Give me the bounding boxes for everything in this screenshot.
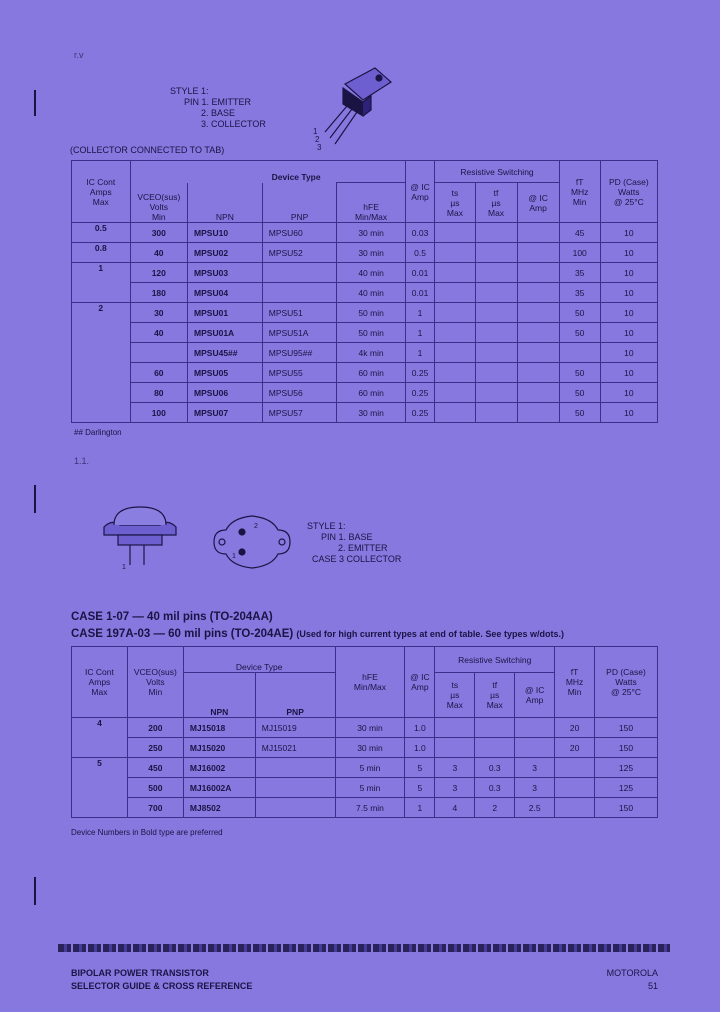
cell-sw-ic [517,243,559,263]
cell-npn: MPSU03 [188,263,263,283]
style-pin-1: PIN 1. EMITTER [184,97,252,107]
t2-col-device-type-header: Device Type [183,647,335,673]
footer-right [607,967,658,993]
t2-col-ft-header: fT MHz Min [555,647,595,718]
t2-col-tf-header: tf µs Max [475,673,515,718]
cell-pd: 125 [595,778,658,798]
cell-tf [475,303,517,323]
cell-vceo: 120 [130,263,187,283]
cell-ts [435,343,475,363]
cell-ft: 100 [559,243,600,263]
cell-ts: 4 [435,798,475,818]
cell-sw-ic: 2.5 [515,798,555,818]
cell-ic [72,343,131,363]
cell-npn: MJ16002 [183,758,255,778]
cell-ft: 50 [559,383,600,403]
cell-ts: 3 [435,778,475,798]
cell-pd: 10 [600,383,657,403]
cell-sw-ic [515,738,555,758]
col-hfe-header: hFE Min/Max [337,183,405,223]
style-pin-3: 3. COLLECTOR [201,119,266,129]
style-block-2 [307,521,401,565]
cell-tf: 0.3 [475,778,515,798]
cell-npn: MPSU07 [188,403,263,423]
cell-pnp: MPSU95## [262,343,337,363]
footer-rule [58,944,670,952]
cell-ic: 0.5 [72,223,131,243]
cell-npn: MPSU10 [188,223,263,243]
cell-tf [475,343,517,363]
cell-hfe: 4k min [337,343,405,363]
cell-ts [435,303,475,323]
cell-ts: 3 [435,758,475,778]
cell-at-ic: 1.0 [405,718,435,738]
cell-pnp [262,283,337,303]
cell-hfe: 40 min [337,263,405,283]
page-number: 51 [647,981,658,991]
table-row [72,303,658,323]
mid-fragment: 1.1. [74,456,90,466]
cell-ic [72,283,131,303]
cell-pd: 10 [600,223,657,243]
cell-at-ic: 1 [405,798,435,818]
style-pin-2: 2. BASE [201,108,236,118]
cell-ts [435,223,475,243]
cell-tf [475,403,517,423]
cell-ts [435,263,475,283]
cell-vceo: 60 [130,363,187,383]
cell-at-ic: 0.25 [405,383,435,403]
cell-pd: 125 [595,758,658,778]
cell-sw-ic: 3 [515,758,555,778]
t2-col-vceo-header: VCEO(sus) Volts Min [127,647,183,718]
cell-ft: 45 [559,223,600,243]
col-ic-header: IC Cont Amps Max [72,161,131,223]
cell-at-ic: 0.03 [405,223,435,243]
svg-text:3: 3 [317,143,322,152]
cell-sw-ic [517,263,559,283]
cell-at-ic: 0.01 [405,263,435,283]
cell-sw-ic [517,223,559,243]
cell-at-ic: 0.25 [405,363,435,383]
table-row [72,263,658,283]
table-row [72,383,658,403]
cell-tf [475,263,517,283]
cell-ic [72,323,131,343]
cell-pd: 150 [595,718,658,738]
cell-npn: MJ15018 [183,718,255,738]
cell-pnp [255,758,335,778]
cell-pnp [262,263,337,283]
cell-tf: 0.3 [475,758,515,778]
cell-npn: MJ15020 [183,738,255,758]
style2-pin-3: CASE 3 COLLECTOR [312,554,402,564]
cell-pd: 10 [600,243,657,263]
svg-text:2: 2 [315,135,320,144]
cell-pd: 10 [600,343,657,363]
margin-bar-3 [34,877,36,905]
cell-pnp: MJ15021 [255,738,335,758]
table-mpsu [71,160,658,423]
cell-tf [475,363,517,383]
cell-ic [72,738,128,758]
cell-at-ic: 5 [405,758,435,778]
cell-hfe: 30 min [337,403,405,423]
cell-npn: MJ16002A [183,778,255,798]
cell-vceo: 450 [127,758,183,778]
table-row [72,363,658,383]
style2-pin-1: PIN 1. BASE [321,532,373,542]
col-device-type-header: Device Type [188,161,406,183]
cell-ts [435,383,475,403]
cell-sw-ic [517,343,559,363]
style-title-2: STYLE 1: [307,521,346,531]
cell-ic: 5 [72,758,128,778]
cell-at-ic: 1 [405,343,435,363]
cell-ft: 50 [559,403,600,423]
cell-ft: 35 [559,283,600,303]
cell-at-ic: 0.25 [405,403,435,423]
cell-tf [475,718,515,738]
col-sw-ic-header: @ IC Amp [517,183,559,223]
cell-vceo: 200 [127,718,183,738]
cell-ic: 0.8 [72,243,131,263]
table-mj [71,646,658,818]
table-row [72,738,658,758]
table-row [72,323,658,343]
cell-npn: MPSU04 [188,283,263,303]
table-row [72,223,658,243]
cell-ft [555,778,595,798]
cell-ft: 50 [559,303,600,323]
cell-tf: 2 [475,798,515,818]
to-220-package-drawing [305,62,395,152]
cell-pd: 10 [600,363,657,383]
cell-tf [475,243,517,263]
cell-hfe: 50 min [337,323,405,343]
cell-npn: MPSU05 [188,363,263,383]
style2-pin-2: 2. EMITTER [338,543,388,553]
cell-vceo: 100 [130,403,187,423]
svg-text:1: 1 [232,553,236,560]
t2-col-ic-header: IC Cont Amps Max [72,647,128,718]
cell-ic: 1 [72,263,131,283]
cell-pd: 150 [595,738,658,758]
cell-ft: 20 [555,718,595,738]
cell-pd: 10 [600,403,657,423]
cell-npn: MPSU02 [188,243,263,263]
cell-pnp: MPSU55 [262,363,337,383]
table-row [72,403,658,423]
margin-bar-2 [34,485,36,513]
svg-text:1: 1 [122,564,126,571]
tab-note: (COLLECTOR CONNECTED TO TAB) [70,145,225,155]
col-at-ic-header: @ IC Amp [405,161,435,223]
cell-sw-ic [517,403,559,423]
cell-pd: 150 [595,798,658,818]
cell-pnp: MPSU56 [262,383,337,403]
cell-pnp: MPSU52 [262,243,337,263]
table1-footnote: ## Darlington [74,428,122,437]
cell-sw-ic [517,283,559,303]
cell-ic [72,363,131,383]
col-tf-header: tf µs Max [475,183,517,223]
cell-npn: MPSU06 [188,383,263,403]
cell-ft [555,758,595,778]
cell-hfe: 40 min [337,283,405,303]
cell-ts [435,243,475,263]
footer-title: BIPOLAR POWER TRANSISTOR [71,968,209,978]
cell-ic [72,778,128,798]
cell-sw-ic [517,323,559,343]
cell-hfe: 7.5 min [335,798,405,818]
case-note: (Used for high current types at end of table. See types w/dots.) [296,629,564,639]
cell-sw-ic [517,383,559,403]
cell-pnp: MPSU60 [262,223,337,243]
cell-hfe: 5 min [335,778,405,798]
cell-at-ic: 0.01 [405,283,435,303]
cell-pnp: MPSU51 [262,303,337,323]
cell-ft: 20 [555,738,595,758]
top-fragment: r.v [74,50,84,60]
table-row [72,283,658,303]
t2-col-pnp-header: PNP [255,673,335,718]
cell-ts [435,283,475,303]
cell-ft: 50 [559,323,600,343]
cell-ic [72,383,131,403]
col-ft-header: fT MHz Min [559,161,600,223]
col-vceo-header: VCEO(sus) Volts Min [130,161,187,223]
cell-ts [435,718,475,738]
t2-col-pd-header: PD (Case) Watts @ 25°C [595,647,658,718]
footer-brand: MOTOROLA [606,968,658,978]
cell-pnp: MJ15019 [255,718,335,738]
cell-at-ic: 1 [405,303,435,323]
cell-pd: 10 [600,283,657,303]
cell-ts [435,323,475,343]
footer-subtitle: SELECTOR GUIDE & CROSS REFERENCE [71,981,253,991]
cell-hfe: 30 min [335,718,405,738]
cell-ft [559,343,600,363]
cell-hfe: 30 min [335,738,405,758]
cell-pnp [255,798,335,818]
cell-pd: 10 [600,263,657,283]
cell-tf [475,283,517,303]
cell-at-ic: 1 [405,323,435,343]
t2-col-npn-header: NPN [183,673,255,718]
cell-sw-ic [517,363,559,383]
cell-hfe: 30 min [337,243,405,263]
cell-tf [475,323,517,343]
col-ts-header: ts µs Max [435,183,475,223]
cell-ts [435,363,475,383]
style-title: STYLE 1: [170,86,209,96]
t2-col-sw-ic-header: @ IC Amp [515,673,555,718]
t2-col-ts-header: ts µs Max [435,673,475,718]
col-resistive-switching-header: Resistive Switching [435,161,559,183]
cell-pnp [255,778,335,798]
cell-vceo: 700 [127,798,183,818]
cell-pd: 10 [600,303,657,323]
footer-left [71,967,252,993]
table-row [72,778,658,798]
case-line-2 [71,628,564,640]
col-npn-header: NPN [188,183,263,223]
cell-vceo: 250 [127,738,183,758]
cell-ft: 50 [559,363,600,383]
cell-hfe: 30 min [337,223,405,243]
cell-ic: 2 [72,303,131,323]
cell-vceo: 500 [127,778,183,798]
cell-ft: 35 [559,263,600,283]
to-3-package-bottom-drawing [212,512,292,572]
svg-text:2: 2 [254,523,258,530]
cell-pnp: MPSU51A [262,323,337,343]
table2-footnote: Device Numbers in Bold type are preferred [71,828,223,837]
cell-vceo: 300 [130,223,187,243]
cell-vceo: 30 [130,303,187,323]
cell-ts [435,403,475,423]
case-line-2-text: CASE 197A-03 — 60 mil pins (TO-204AE) [71,628,294,640]
cell-ic: 4 [72,718,128,738]
style-block-1 [170,86,266,130]
t2-col-at-ic-header: @ IC Amp [405,647,435,718]
cell-npn: MJ8502 [183,798,255,818]
cell-hfe: 60 min [337,363,405,383]
cell-pd: 10 [600,323,657,343]
cell-vceo: 40 [130,323,187,343]
cell-npn: MPSU45## [188,343,263,363]
cell-tf [475,223,517,243]
svg-text:1: 1 [313,127,318,136]
cell-ic [72,798,128,818]
to-3-package-side-drawing [100,505,180,575]
table-row [72,243,658,263]
cell-pnp: MPSU57 [262,403,337,423]
cell-tf [475,738,515,758]
cell-tf [475,383,517,403]
cell-npn: MPSU01A [188,323,263,343]
col-pnp-header: PNP [262,183,337,223]
case-line-1: CASE 1-07 — 40 mil pins (TO-204AA) [71,611,273,623]
cell-vceo: 40 [130,243,187,263]
cell-ts [435,738,475,758]
cell-at-ic: 5 [405,778,435,798]
table-row [72,718,658,738]
t2-col-resistive-switching-header: Resistive Switching [435,647,555,673]
cell-hfe: 50 min [337,303,405,323]
table-row [72,798,658,818]
table-row [72,758,658,778]
cell-ft [555,798,595,818]
cell-sw-ic: 3 [515,778,555,798]
cell-at-ic: 1.0 [405,738,435,758]
cell-sw-ic [515,718,555,738]
cell-vceo: 180 [130,283,187,303]
cell-at-ic: 0.5 [405,243,435,263]
cell-vceo: 80 [130,383,187,403]
cell-sw-ic [517,303,559,323]
cell-ic [72,403,131,423]
cell-hfe: 5 min [335,758,405,778]
cell-vceo [130,343,187,363]
t2-col-hfe-header: hFE Min/Max [335,647,405,718]
col-pd-header: PD (Case) Watts @ 25°C [600,161,657,223]
cell-npn: MPSU01 [188,303,263,323]
table-row [72,343,658,363]
margin-bar-1 [34,90,36,116]
cell-hfe: 60 min [337,383,405,403]
